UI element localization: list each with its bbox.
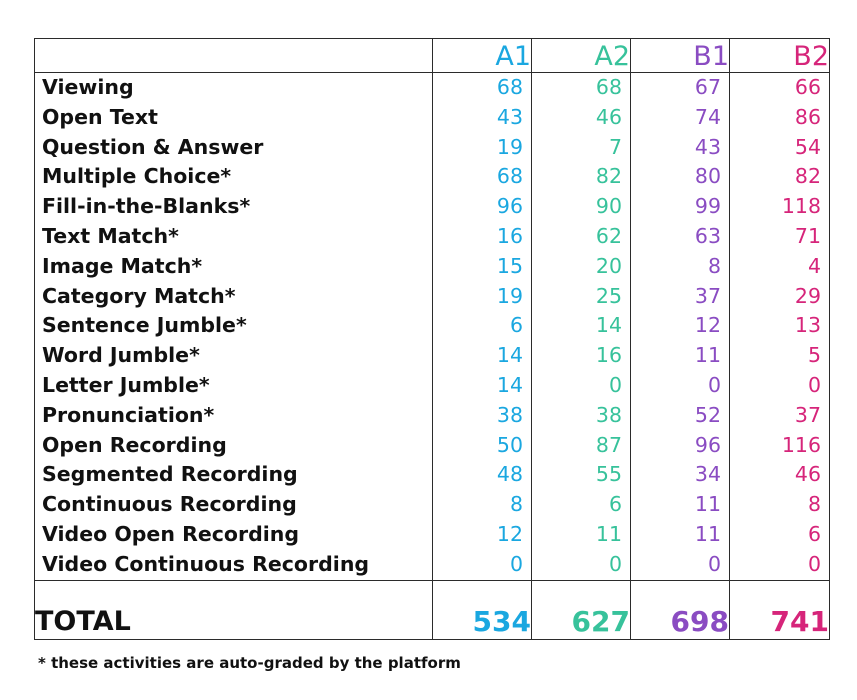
activity-label: Multiple Choice*	[42, 164, 232, 189]
total-value-b1: 698	[631, 580, 730, 639]
activity-label: Pronunciation*	[42, 402, 215, 427]
activity-value-a1: 68	[496, 164, 523, 189]
activity-value-a2: 6	[608, 492, 622, 517]
activity-value-a2: 87	[595, 432, 622, 457]
activity-value-b2: 0	[807, 372, 821, 397]
activity-value-b2: 4	[807, 253, 821, 278]
a1-value-column	[433, 73, 532, 581]
activity-value-a1: 6	[509, 313, 523, 338]
activity-value-b2: 82	[794, 164, 821, 189]
b2-value-column	[730, 73, 830, 581]
activity-value-a1: 19	[496, 134, 523, 159]
level-header-b2: B2	[730, 39, 830, 73]
total-value-a2: 627	[532, 580, 631, 639]
activity-label: Word Jumble*	[42, 343, 200, 368]
activity-value-a1: 15	[496, 253, 523, 278]
activity-label: Category Match*	[42, 283, 236, 308]
activity-value-a2: 0	[608, 551, 622, 576]
activity-value-b2: 13	[794, 313, 821, 338]
activity-value-b1: 96	[694, 432, 721, 457]
activity-rows-block	[35, 73, 830, 581]
activity-value-b2: 116	[781, 432, 821, 457]
activity-value-b1: 11	[694, 521, 721, 546]
activity-value-b2: 37	[794, 402, 821, 427]
activity-value-a2: 11	[595, 521, 622, 546]
activity-value-b1: 52	[694, 402, 721, 427]
activity-value-a1: 48	[496, 462, 523, 487]
activity-value-b2: 8	[807, 492, 821, 517]
activity-value-a1: 43	[496, 104, 523, 129]
activity-value-b2: 54	[794, 134, 821, 159]
activity-value-b1: 74	[694, 104, 721, 129]
level-header-a2: A2	[532, 39, 631, 73]
activity-value-a1: 68	[496, 75, 523, 99]
activity-value-b2: 0	[807, 551, 821, 576]
activity-label: Question & Answer	[42, 134, 264, 159]
activity-value-a1: 50	[496, 432, 523, 457]
activity-label: Viewing	[42, 75, 134, 99]
activity-value-b1: 34	[694, 462, 721, 487]
activity-value-b2: 5	[807, 343, 821, 368]
total-value-a1: 534	[433, 580, 532, 639]
level-header-a1: A1	[433, 39, 532, 73]
activity-label: Open Recording	[42, 432, 227, 457]
activity-value-a1: 96	[496, 194, 523, 219]
activity-value-b1: 99	[694, 194, 721, 219]
total-value-b2: 741	[730, 580, 830, 639]
activity-value-b1: 43	[694, 134, 721, 159]
activity-label: Continuous Recording	[42, 492, 297, 517]
corner-cell	[35, 39, 433, 73]
activity-value-a1: 12	[496, 521, 523, 546]
activity-value-b1: 0	[707, 372, 721, 397]
activity-value-b1: 63	[694, 223, 721, 248]
activity-value-b1: 80	[694, 164, 721, 189]
b1-value-column	[631, 73, 730, 581]
activity-value-b2: 66	[794, 75, 821, 99]
activity-label: Letter Jumble*	[42, 372, 210, 397]
activity-value-a2: 25	[595, 283, 622, 308]
activity-value-a2: 62	[595, 223, 622, 248]
activity-label: Video Continuous Recording	[42, 551, 370, 576]
activity-value-a1: 19	[496, 283, 523, 308]
activity-label: Fill-in-the-Blanks*	[42, 194, 251, 219]
activity-value-a2: 90	[595, 194, 622, 219]
activity-value-a2: 46	[595, 104, 622, 129]
activity-value-a2: 14	[595, 313, 622, 338]
activity-value-b2: 86	[794, 104, 821, 129]
activity-value-a2: 20	[595, 253, 622, 278]
activity-value-b2: 29	[794, 283, 821, 308]
activity-value-a1: 14	[496, 372, 523, 397]
activity-label: Segmented Recording	[42, 462, 298, 487]
total-row	[35, 580, 830, 639]
activity-value-b2: 118	[781, 194, 821, 219]
activity-value-a2: 16	[595, 343, 622, 368]
activity-value-a2: 82	[595, 164, 622, 189]
a2-value-column	[532, 73, 631, 581]
activity-count-table	[34, 38, 830, 640]
activity-value-a1: 38	[496, 402, 523, 427]
activity-value-b1: 11	[694, 343, 721, 368]
footnote: * these activities are auto-graded by the platform	[38, 654, 461, 672]
activity-value-a2: 7	[608, 134, 622, 159]
activity-label: Video Open Recording	[42, 521, 300, 546]
activity-label: Open Text	[42, 104, 158, 129]
level-header-b1: B1	[631, 39, 730, 73]
activity-value-b1: 67	[694, 75, 721, 99]
activity-label: Sentence Jumble*	[42, 313, 247, 338]
activity-value-b1: 37	[694, 283, 721, 308]
activity-value-a1: 16	[496, 223, 523, 248]
activity-label: Text Match*	[42, 223, 179, 248]
activity-value-b1: 8	[707, 253, 721, 278]
activity-value-a2: 55	[595, 462, 622, 487]
activity-value-a1: 14	[496, 343, 523, 368]
activity-label-column	[35, 73, 433, 581]
total-label: TOTAL	[35, 580, 433, 639]
activity-value-b2: 6	[807, 521, 821, 546]
header-row	[35, 39, 830, 73]
activity-value-a2: 68	[595, 75, 622, 99]
activity-value-a2: 0	[608, 372, 622, 397]
activity-value-a1: 0	[509, 551, 523, 576]
activity-value-b1: 12	[694, 313, 721, 338]
activity-value-b2: 71	[794, 223, 821, 248]
activity-value-a1: 8	[509, 492, 523, 517]
activity-value-b1: 11	[694, 492, 721, 517]
activity-value-b1: 0	[707, 551, 721, 576]
activity-label: Image Match*	[42, 253, 203, 278]
activity-value-a2: 38	[595, 402, 622, 427]
activity-value-b2: 46	[794, 462, 821, 487]
